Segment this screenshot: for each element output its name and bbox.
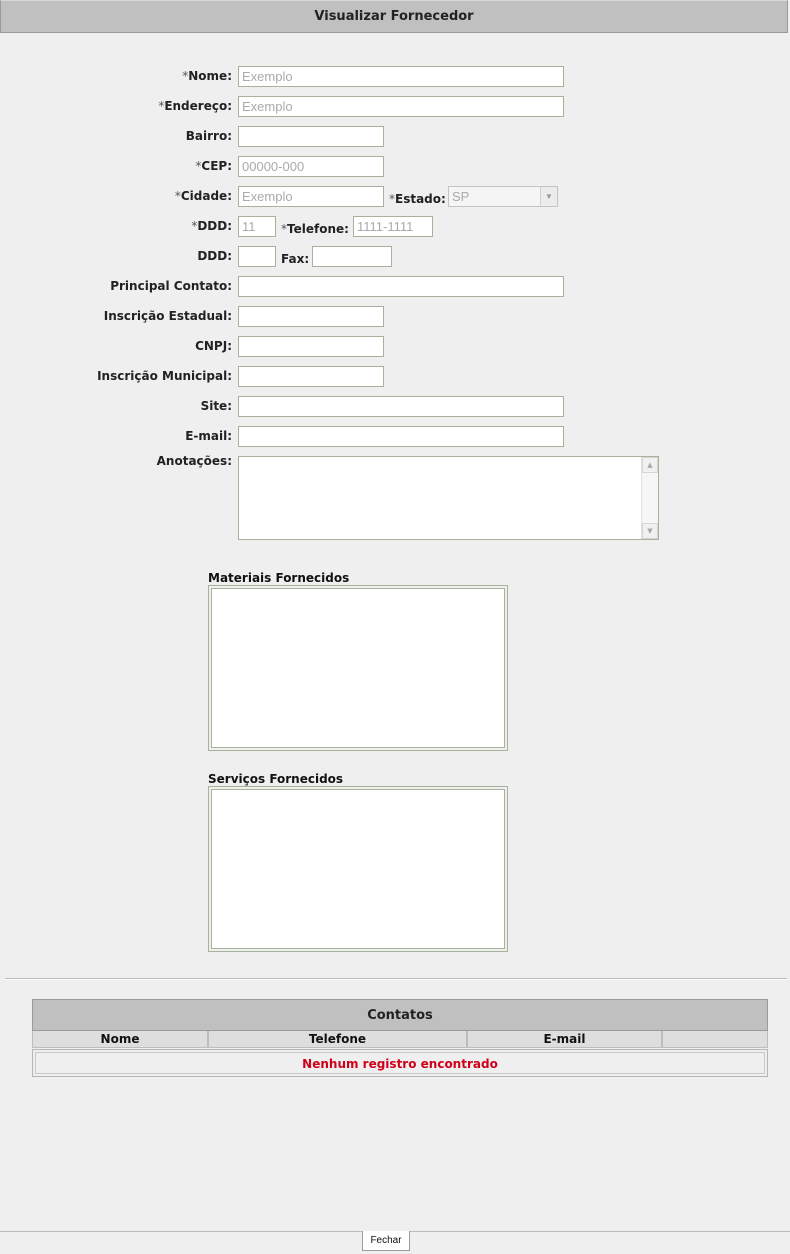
cidade-input[interactable]: Exemplo xyxy=(238,186,384,207)
column-header-nome[interactable]: Nome xyxy=(32,1031,208,1048)
cep-input[interactable]: 00000-000 xyxy=(238,156,384,177)
required-mark: * xyxy=(389,192,395,206)
ddd-input[interactable]: 11 xyxy=(238,216,276,237)
principal-contato-input[interactable] xyxy=(238,276,564,297)
servicos-list-inner[interactable] xyxy=(211,789,505,949)
estado-label xyxy=(389,192,446,206)
column-header-telefone[interactable]: Telefone xyxy=(208,1031,467,1048)
email-label: E-mail: xyxy=(185,429,232,443)
ddd-fax-input[interactable] xyxy=(238,246,276,267)
site-label: Site: xyxy=(200,399,232,413)
inscricao-estadual-input[interactable] xyxy=(238,306,384,327)
contatos-header-row xyxy=(32,1031,768,1048)
scroll-down-icon[interactable]: ▼ xyxy=(642,523,658,539)
cidade-label-text: Cidade: xyxy=(180,189,232,203)
servicos-list[interactable] xyxy=(208,786,508,952)
cep-label-text: CEP: xyxy=(201,159,232,173)
required-mark: * xyxy=(195,159,202,173)
inscricao-estadual-label: Inscrição Estadual: xyxy=(103,309,232,323)
materiais-list[interactable] xyxy=(208,585,508,751)
scroll-up-icon[interactable]: ▲ xyxy=(642,457,658,473)
contatos-empty-row xyxy=(32,1049,768,1077)
estado-selected-value: SP xyxy=(452,189,470,204)
required-mark: * xyxy=(182,69,189,83)
cnpj-input[interactable] xyxy=(238,336,384,357)
ddd-label xyxy=(191,219,232,233)
cidade-label xyxy=(175,189,232,203)
nome-label xyxy=(182,69,232,83)
estado-select[interactable] xyxy=(448,186,558,207)
ddd-fax-label: DDD: xyxy=(197,249,232,263)
fax-input[interactable] xyxy=(312,246,392,267)
column-header-email[interactable]: E-mail xyxy=(467,1031,662,1048)
required-mark: * xyxy=(191,219,198,233)
telefone-label xyxy=(281,222,349,236)
contatos-title: Contatos xyxy=(32,999,768,1031)
fechar-button[interactable]: Fechar xyxy=(362,1231,410,1251)
site-input[interactable] xyxy=(238,396,564,417)
required-mark: * xyxy=(281,222,287,236)
cnpj-label: CNPJ: xyxy=(195,339,232,353)
cep-label xyxy=(195,159,232,173)
anotacoes-scrollbar[interactable] xyxy=(641,457,658,539)
endereco-label xyxy=(158,99,232,113)
estado-label-text: Estado: xyxy=(395,192,446,206)
inscricao-municipal-input[interactable] xyxy=(238,366,384,387)
section-divider xyxy=(5,978,787,980)
email-input[interactable] xyxy=(238,426,564,447)
empty-message: Nenhum registro encontrado xyxy=(35,1052,765,1074)
ddd-label-text: DDD: xyxy=(197,219,232,233)
endereco-input[interactable]: Exemplo xyxy=(238,96,564,117)
required-mark: * xyxy=(158,99,165,113)
anotacoes-label: Anotações: xyxy=(156,454,232,468)
page-title: Visualizar Fornecedor xyxy=(0,0,788,33)
fax-label: Fax: xyxy=(281,252,310,266)
contatos-table xyxy=(32,999,768,1077)
bairro-label: Bairro: xyxy=(185,129,232,143)
servicos-title: Serviços Fornecidos xyxy=(208,772,344,786)
endereco-label-text: Endereço: xyxy=(164,99,232,113)
anotacoes-textarea[interactable] xyxy=(238,456,659,540)
nome-label-text: Nome: xyxy=(188,69,232,83)
required-mark: * xyxy=(174,189,181,203)
column-header-actions xyxy=(662,1031,768,1048)
nome-input[interactable]: Exemplo xyxy=(238,66,564,87)
telefone-input[interactable]: 1111-1111 xyxy=(353,216,433,237)
inscricao-municipal-label: Inscrição Municipal: xyxy=(97,369,232,383)
materiais-list-inner[interactable] xyxy=(211,588,505,748)
chevron-down-icon[interactable]: ▼ xyxy=(540,187,557,206)
bairro-input[interactable] xyxy=(238,126,384,147)
telefone-label-text: Telefone: xyxy=(287,222,349,236)
materiais-title: Materiais Fornecidos xyxy=(208,571,350,585)
principal-contato-label: Principal Contato: xyxy=(110,279,232,293)
